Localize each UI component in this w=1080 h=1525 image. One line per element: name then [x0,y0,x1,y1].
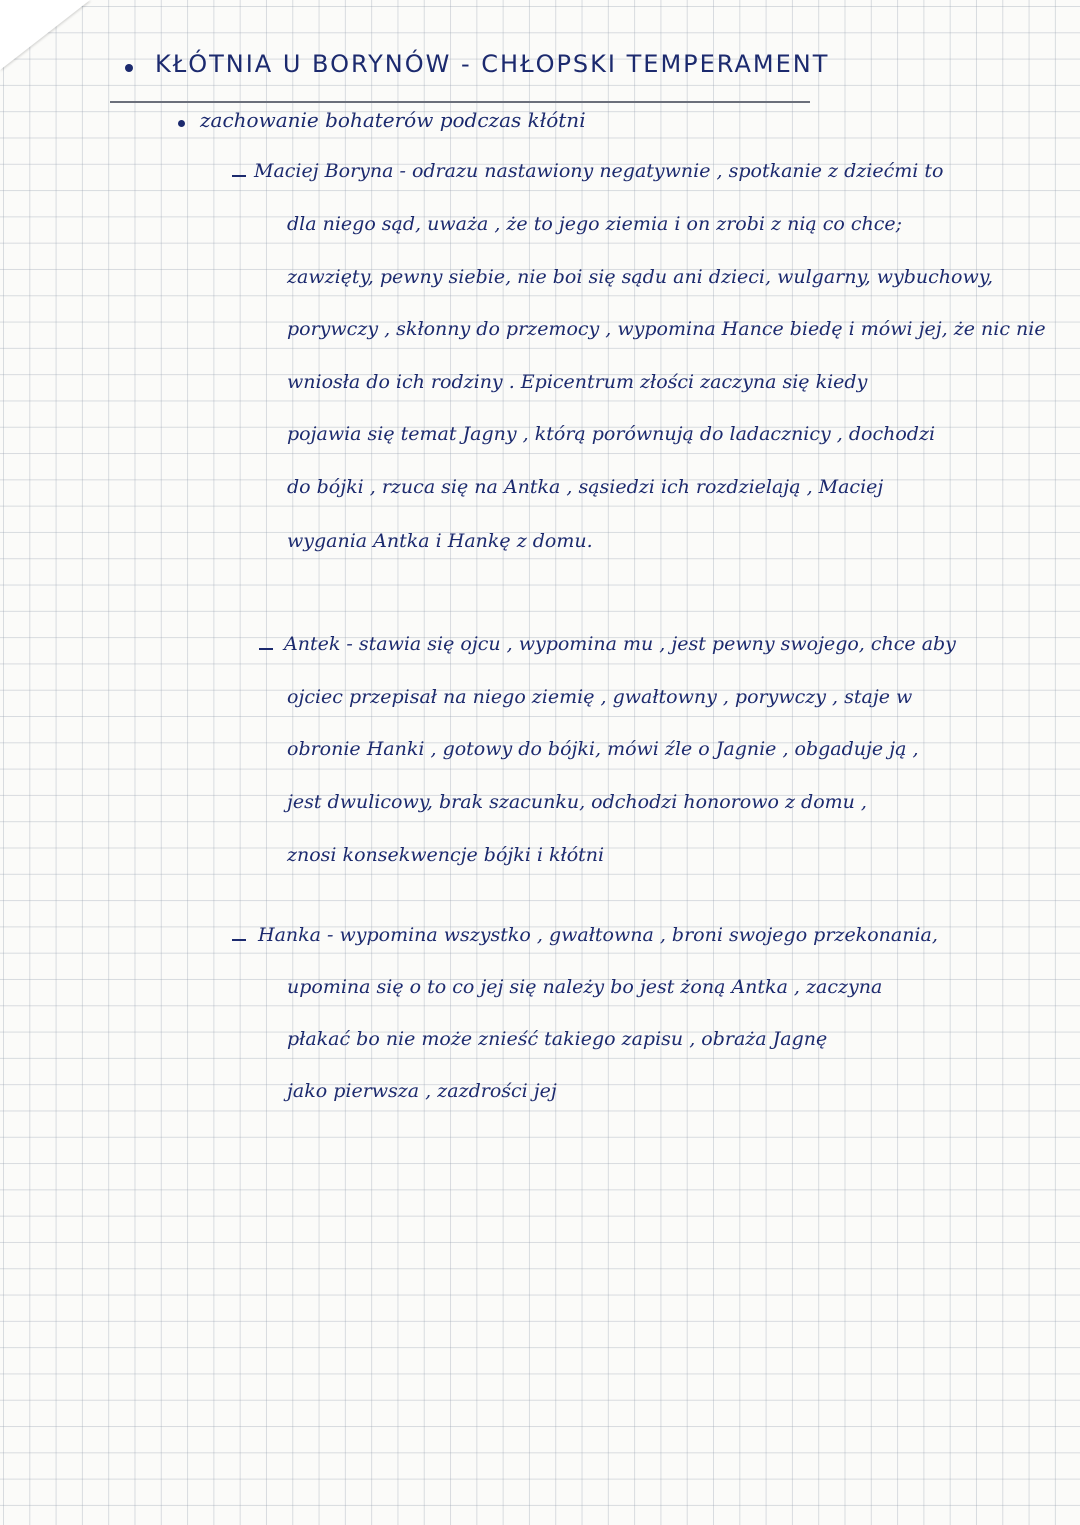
maciej-line-5: wniosła do ich rodziny . Epicentrum złości zaczyna się kiedy [287,371,868,393]
section-dash-antek [259,648,273,650]
hanka-line-2: upomina się o to co jej się należy bo jest żoną Antka , zaczyna [287,976,883,998]
maciej-line-7: do bójki , rzuca się na Antka , sąsiedzi ich rozdzielają , Maciej [287,476,884,498]
hanka-line-1: Hanka - wypomina wszystko , gwałtowna , broni swojego przekonania, [258,924,938,946]
folded-corner [0,0,90,70]
title-bullet [125,64,133,72]
antek-line-1: Antek - stawia się ojcu , wypomina mu , jest pewny swojego, chce aby [284,633,956,655]
hanka-line-4: jako pierwsza , zazdrości jej [287,1080,557,1102]
antek-line-4: jest dwulicowy, brak szacunku, odchodzi honorowo z domu , [287,791,867,813]
maciej-line-1: Maciej Boryna - odrazu nastawiony negatywnie , spotkanie z dziećmi to [254,160,944,182]
maciej-line-3: zawzięty, pewny siebie, nie boi się sądu ani dzieci, wulgarny, wybuchowy, [287,266,993,288]
maciej-line-6: pojawia się temat Jagny , którą porównują do ladacznicy , dochodzi [287,423,936,445]
maciej-line-4: porywczy , skłonny do przemocy , wypomina Hance biedę i mówi jej, że nic nie [287,318,1046,340]
page-title: KŁÓTNIA U BORYNÓW - CHŁOPSKI TEMPERAMENT [155,50,830,78]
subheading: zachowanie bohaterów podczas kłótni [200,108,586,132]
maciej-line-2: dla niego sąd, uważa , że to jego ziemia i on zrobi z nią co chce; [287,213,903,235]
subheading-bullet [178,120,185,127]
antek-line-5: znosi konsekwencje bójki i kłótni [287,844,605,866]
section-dash-maciej [232,175,246,177]
antek-line-2: ojciec przepisał na niego ziemię , gwałtowny , porywczy , staje w [287,686,913,708]
maciej-line-8: wygania Antka i Hankę z domu. [287,530,593,552]
title-underline [110,101,810,103]
section-dash-hanka [232,939,246,941]
hanka-line-3: płakać bo nie może znieść takiego zapisu , obraża Jagnę [287,1028,828,1050]
antek-line-3: obronie Hanki , gotowy do bójki, mówi źle o Jagnie , obgaduje ją , [287,738,919,760]
